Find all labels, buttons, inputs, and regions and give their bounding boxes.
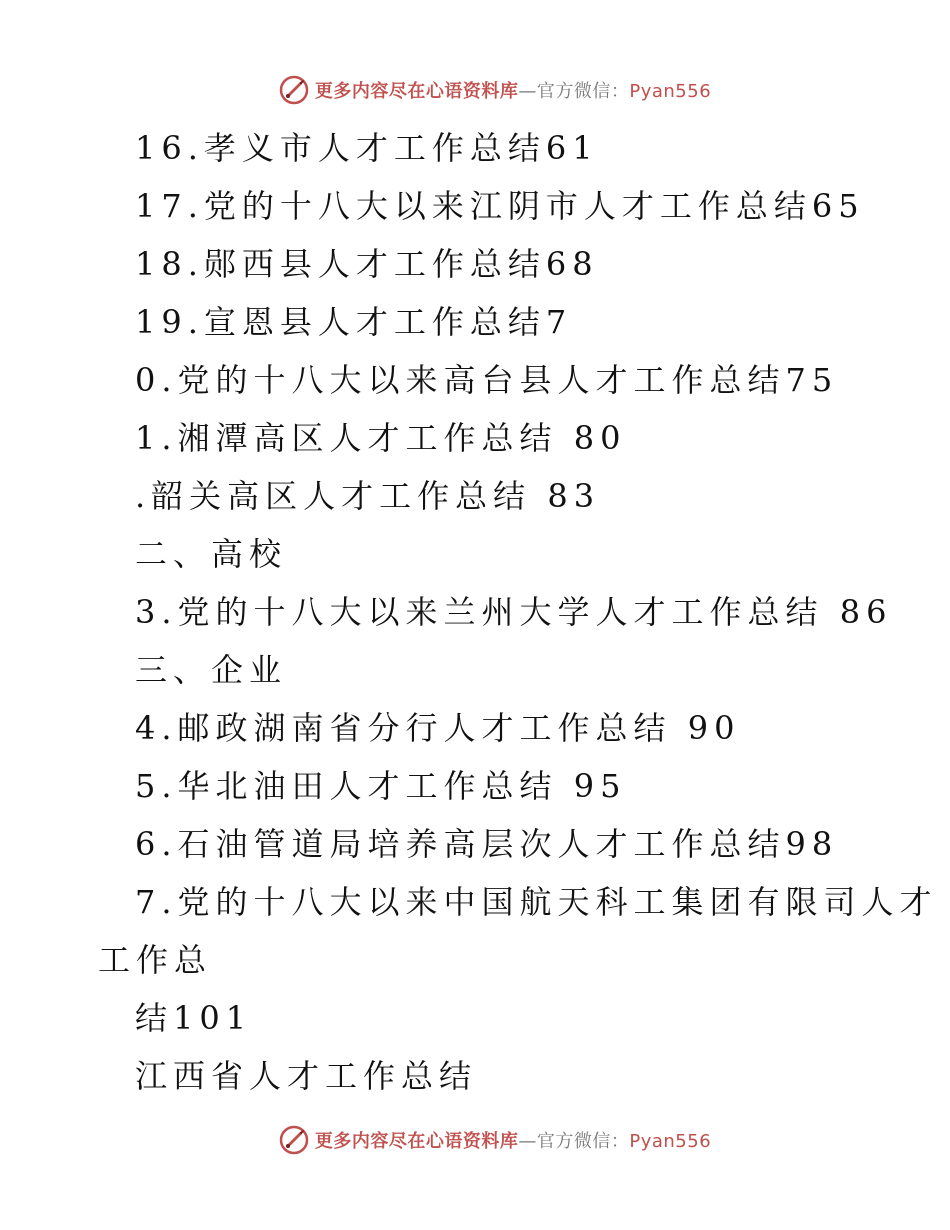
- toc-line-3: 18.郧西县人才工作总结68: [135, 245, 599, 283]
- toc-line-10: 5.华北油田人才工作总结 95: [135, 767, 627, 805]
- banner-label: 官方微信：: [536, 81, 630, 102]
- toc-line-1: 16.孝义市人才工作总结61: [135, 129, 599, 167]
- banner-wechat-id: Pyan556: [629, 1131, 712, 1152]
- banner-prefix: 更多内容尽在心语资料库: [314, 1131, 519, 1152]
- banner-label: 官方微信：: [536, 1131, 630, 1152]
- xinyu-logo-icon: [279, 1125, 309, 1155]
- banner-dash: —: [518, 81, 537, 102]
- toc-line-11: 6.石油管道局培养高层次人才工作总结98: [135, 825, 839, 863]
- toc-line-12: 7.党的十八大以来中国航天科工集团有限司人才: [135, 883, 938, 921]
- banner-dash: —: [518, 1131, 537, 1152]
- xinyu-logo-icon: [279, 75, 309, 105]
- toc-line-4: 19.宣恩县人才工作总结7: [135, 303, 573, 341]
- toc-line-12-continued: 工作总: [98, 941, 213, 979]
- toc-line-7: .韶关高区人才工作总结 83: [135, 477, 601, 515]
- footer-banner: [0, 1120, 950, 1160]
- banner-prefix: 更多内容尽在心语资料库: [314, 81, 519, 102]
- toc-line-8: 3.党的十八大以来兰州大学人才工作总结 86: [135, 593, 893, 631]
- toc-line-12-end: 结101: [135, 999, 253, 1037]
- header-banner: [0, 70, 950, 110]
- toc-line-13: 江西省人才工作总结: [135, 1057, 478, 1095]
- section-heading-enterprises: 三、企业: [135, 651, 288, 689]
- banner-content: [279, 75, 711, 105]
- banner-text: [315, 77, 711, 103]
- toc-line-5: 0.党的十八大以来高台县人才工作总结75: [135, 361, 839, 399]
- banner-text: [315, 1127, 711, 1153]
- banner-wechat-id: Pyan556: [629, 81, 712, 102]
- banner-content: [279, 1125, 711, 1155]
- toc-line-2: 17.党的十八大以来江阴市人才工作总结65: [135, 187, 865, 225]
- toc-line-6: 1.湘潭高区人才工作总结 80: [135, 419, 627, 457]
- section-heading-universities: 二、高校: [135, 535, 288, 573]
- toc-line-9: 4.邮政湖南省分行人才工作总结 90: [135, 709, 741, 747]
